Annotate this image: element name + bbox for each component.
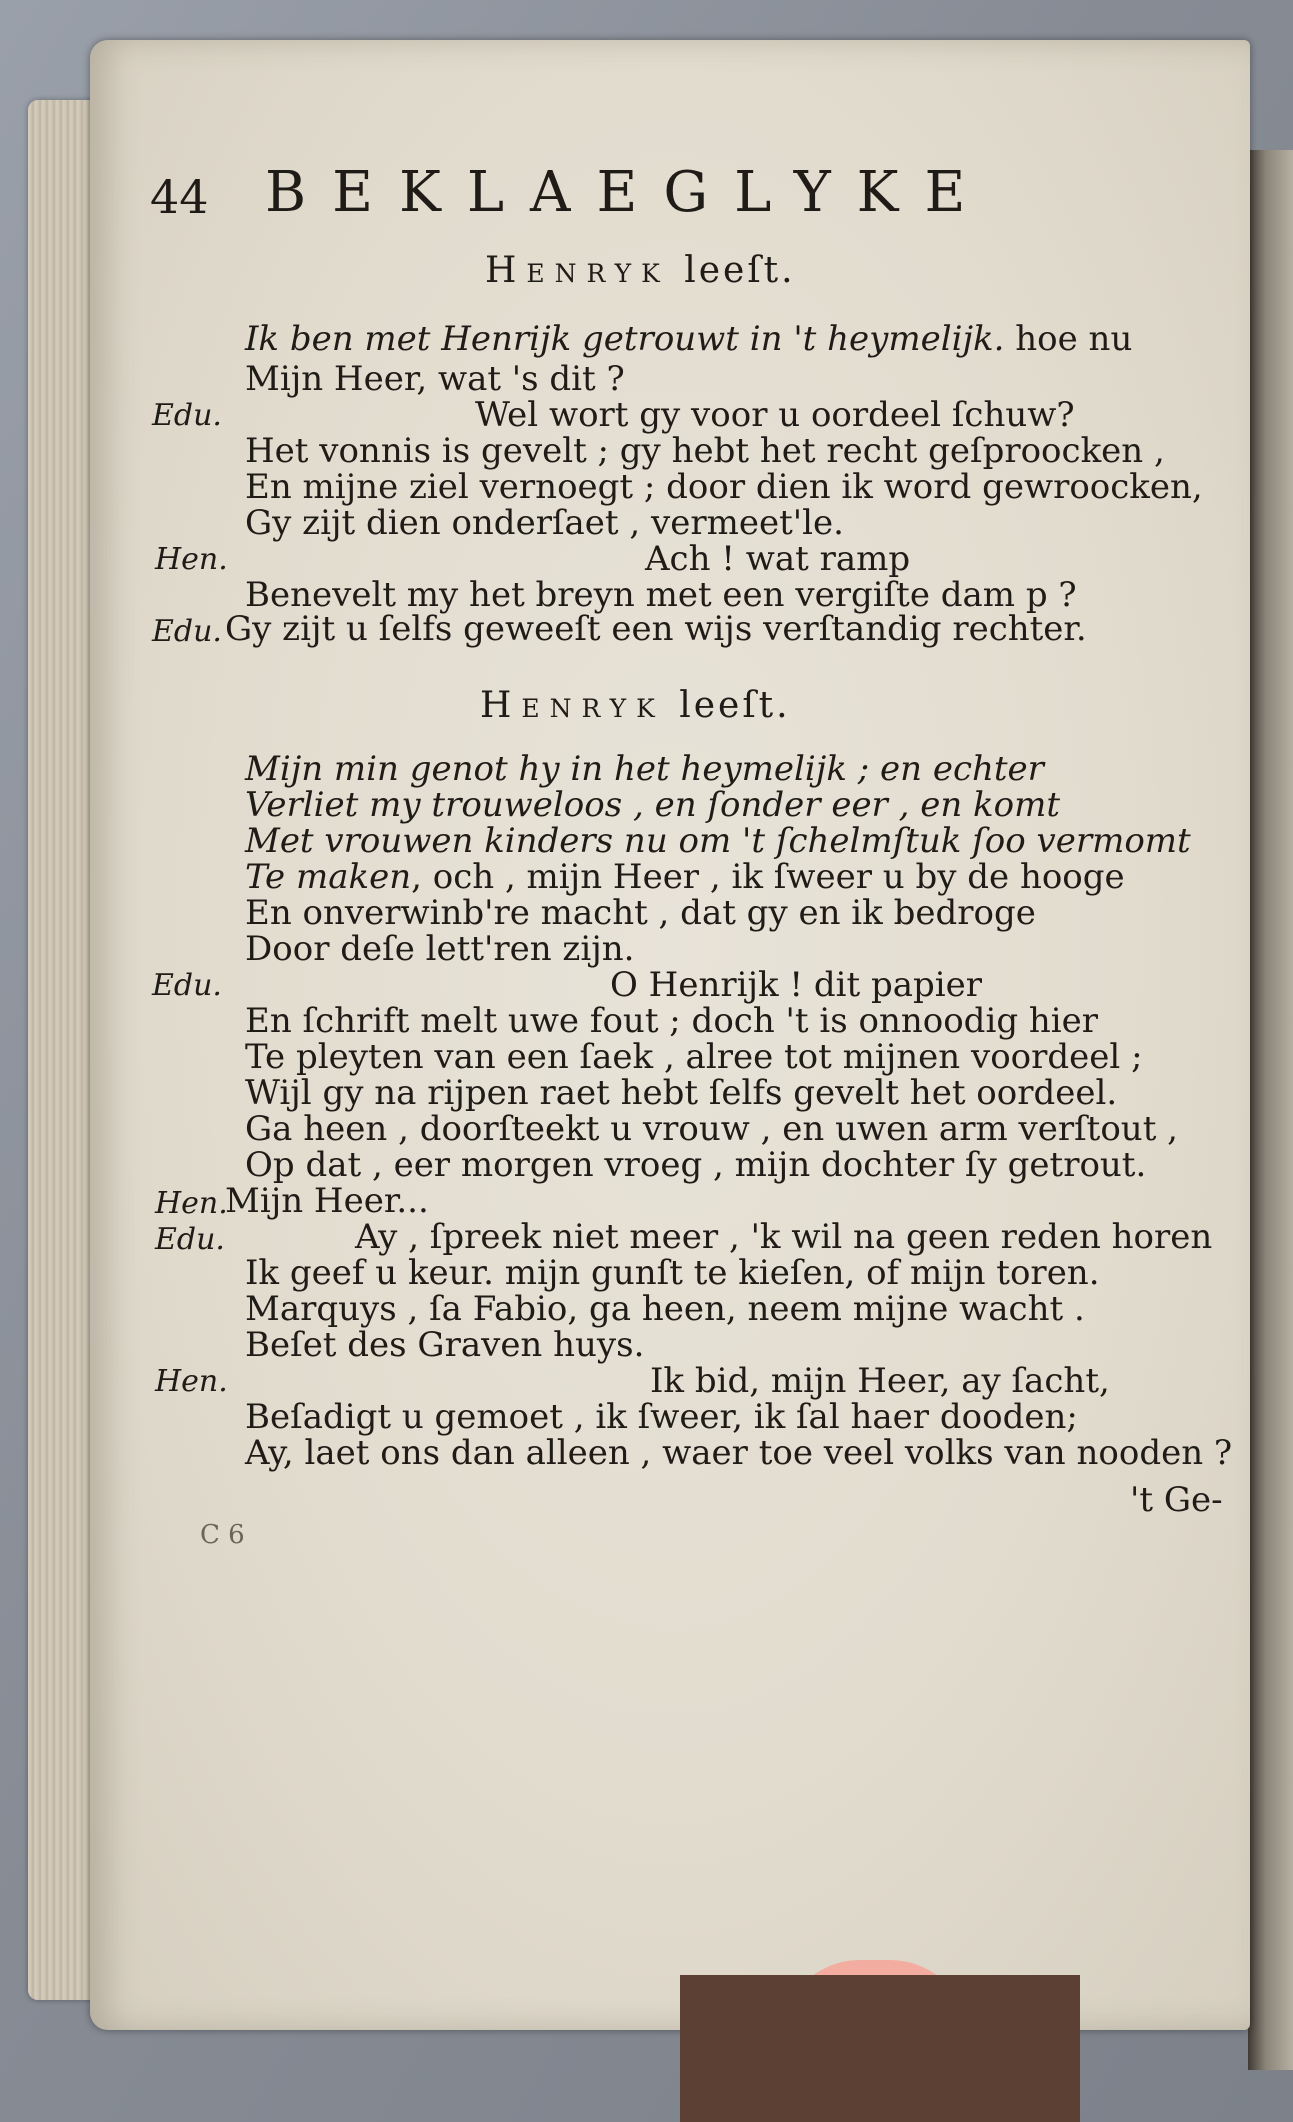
verse-line: Benevelt my het breyn met een vergiſte dam p ? <box>245 575 1077 615</box>
speaker-label: Edu. <box>155 1222 225 1257</box>
section-heading-2 <box>480 685 791 726</box>
speaker-label: Hen. <box>155 542 228 577</box>
verse-line: Met vrouwen kinders nu om 't ſchelmſtuk ſoo vermomt <box>245 821 1191 861</box>
catchword: 't Ge- <box>1130 1480 1223 1520</box>
overlay-block <box>680 1975 1080 2122</box>
verse-line: Ga heen , doorſteekt u vrouw , en uwen arm verſtout , <box>245 1109 1178 1149</box>
speaker-label: Hen. <box>155 1364 228 1399</box>
heading-name: Henryk <box>485 250 670 291</box>
verse-line: Mijn Heer, wat 's dit ? <box>245 359 625 399</box>
running-title: BEKLAEGLYKE <box>265 160 992 225</box>
verse-line: Mijn Heer... <box>225 1181 429 1221</box>
verse-line: Wijl gy na rijpen raet hebt ſelfs gevelt het oordeel. <box>245 1073 1118 1113</box>
speaker-label: Edu. <box>152 614 222 649</box>
verse-line: Gy zijt dien onderſaet , vermeet'le. <box>245 503 844 543</box>
verse-line: Mijn min genot hy in het heymelijk ; en echter <box>245 749 1044 789</box>
heading-verb: leeſt. <box>679 685 791 726</box>
page-number: 44 <box>150 170 209 224</box>
verse-line: Te maken, och , mijn Heer , ik ſweer u by de hooge <box>245 857 1125 897</box>
speaker-label: Edu. <box>152 398 222 433</box>
verse-line: Ach ! wat ramp <box>645 539 911 579</box>
verse-line: Te pleyten van een ſaek , alree tot mijnen voordeel ; <box>245 1037 1143 1077</box>
verse-line: Door deſe lett'ren zijn. <box>245 929 635 969</box>
verse-line: Ik bid, mijn Heer, ay ſacht, <box>650 1361 1110 1401</box>
verse-line: Op dat , eer morgen vroeg , mijn dochter ſy getrout. <box>245 1145 1147 1185</box>
verse-line: En ſchrift melt uwe fout ; doch 't is onnoodig hier <box>245 1001 1099 1041</box>
verse-line: Verliet my trouweloos , en ſonder eer , en komt <box>245 785 1061 825</box>
verse-line: Ik geef u keur. mijn gunſt te kieſen, of mijn toren. <box>245 1253 1100 1293</box>
speaker-label: Hen. <box>155 1186 228 1221</box>
heading-verb: leeſt. <box>684 250 796 291</box>
verse-line: Marquys , ſa Fabio, ga heen, neem mijne wacht . <box>245 1289 1085 1329</box>
section-heading-1 <box>485 250 796 291</box>
book-page <box>90 40 1250 2030</box>
verse-line: Ay , ſpreek niet meer , 'k wil na geen reden horen <box>355 1217 1213 1257</box>
verse-line: Ay, laet ons dan alleen , waer toe veel volks van nooden ? <box>245 1433 1233 1473</box>
heading-name: Henryk <box>480 685 665 726</box>
verse-line: Ik ben met Henrijk getrouwt in 't heymelijk. hoe nu <box>245 319 1133 359</box>
verse-line: Wel wort gy voor u oordeel ſchuw? <box>475 395 1075 435</box>
verse-line: O Henrijk ! dit papier <box>610 965 983 1005</box>
verse-line: Het vonnis is gevelt ; gy hebt het recht geſproocken , <box>245 431 1165 471</box>
verse-line: En mijne ziel vernoegt ; door dien ik word gewroocken, <box>245 467 1203 507</box>
facing-page-edge <box>1248 150 1293 2070</box>
verse-line: Gy zijt u ſelfs geweeſt een wijs verſtandig rechter. <box>225 609 1087 649</box>
speaker-label: Edu. <box>152 968 222 1003</box>
verse-line: Beſet des Graven huys. <box>245 1325 645 1365</box>
verse-line: Beſadigt u gemoet , ik ſweer, ik ſal haer dooden; <box>245 1397 1078 1437</box>
signature-mark: C 6 <box>200 1520 245 1550</box>
verse-line: En onverwinb're macht , dat gy en ik bedroge <box>245 893 1036 933</box>
